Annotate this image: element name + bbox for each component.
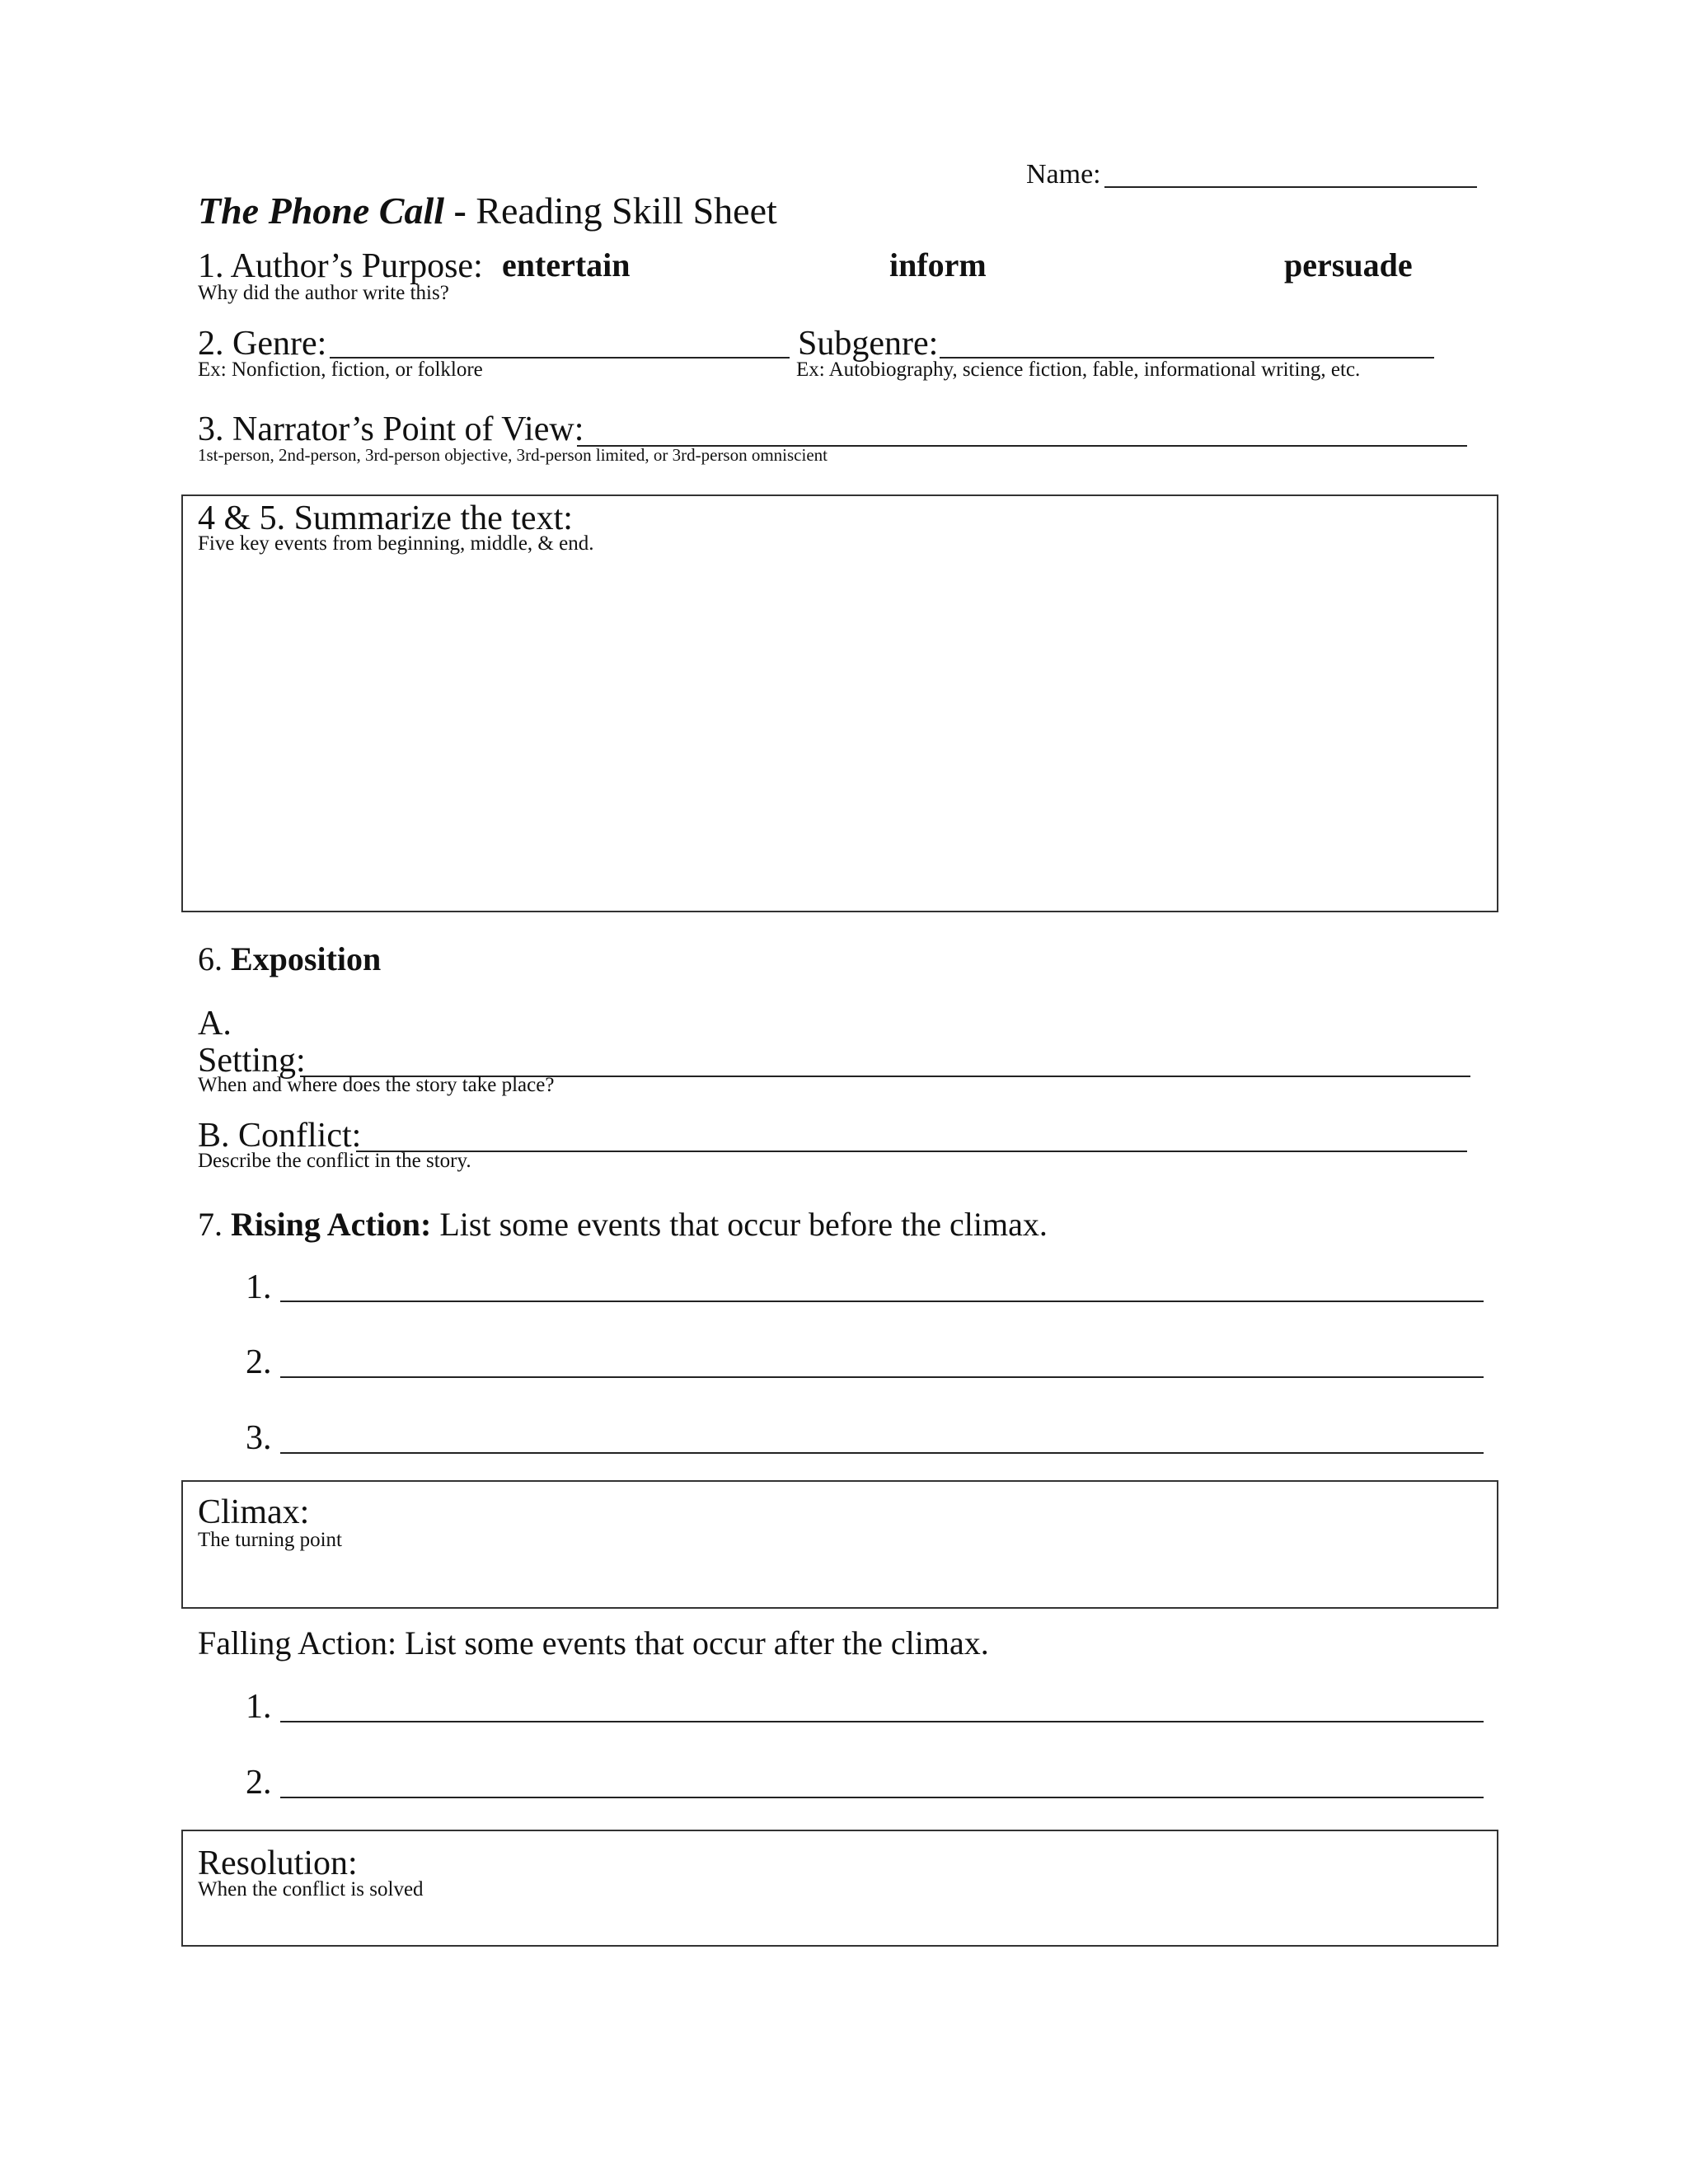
subgenre-hint: Ex: Autobiography, science fiction, fable, informational writing, etc. — [796, 359, 1361, 381]
pov-label: 3. Narrator’s Point of View: — [198, 410, 584, 448]
genre-hint: Ex: Nonfiction, fiction, or folklore — [198, 359, 483, 381]
title-rest: Reading Skill Sheet — [476, 190, 777, 232]
q1-hint: Why did the author write this? — [198, 282, 449, 304]
falling-item-1-line[interactable] — [280, 1721, 1484, 1722]
rising-item-1-number: 1. — [246, 1268, 272, 1306]
rising-item-3-number: 3. — [246, 1419, 272, 1457]
falling-item-2-line[interactable] — [280, 1797, 1484, 1798]
falling-item-2-number: 2. — [246, 1764, 272, 1802]
rising-action-text: List some events that occur before the climax. — [431, 1206, 1048, 1243]
title-story-name: The Phone Call — [198, 190, 445, 232]
rising-action-label: Rising Action: — [231, 1206, 432, 1243]
rising-item-2-line[interactable] — [280, 1376, 1484, 1378]
name-field-row — [1026, 161, 1101, 189]
exposition-number: 6. — [198, 940, 231, 977]
page-title — [198, 192, 777, 230]
rising-action-heading — [198, 1208, 1048, 1241]
exposition-label: Exposition — [231, 940, 382, 977]
falling-item-1-number: 1. — [246, 1688, 272, 1726]
purpose-option-entertain[interactable]: entertain — [502, 246, 631, 284]
rising-item-1-line[interactable] — [280, 1301, 1484, 1302]
setting-letter: A. — [198, 1005, 232, 1043]
summary-hint: Five key events from beginning, middle, & end. — [198, 532, 594, 555]
conflict-hint: Describe the conflict in the story. — [198, 1150, 471, 1172]
subgenre-label: Subgenre: — [798, 325, 939, 363]
purpose-option-inform[interactable]: inform — [889, 246, 987, 284]
pov-hint: 1st-person, 2nd-person, 3rd-person objective, 3rd-person limited, or 3rd-person omniscient — [198, 445, 828, 465]
resolution-hint: When the conflict is solved — [198, 1878, 424, 1900]
setting-label: Setting: — [198, 1042, 306, 1080]
conflict-label: B. Conflict: — [198, 1117, 362, 1155]
genre-label: 2. Genre: — [198, 325, 327, 363]
rising-action-number: 7. — [198, 1206, 231, 1243]
rising-item-2-number: 2. — [246, 1343, 272, 1381]
q1-label: 1. Author’s Purpose: — [198, 247, 483, 285]
setting-hint: When and where does the story take place? — [198, 1074, 555, 1096]
name-input-line[interactable] — [1104, 186, 1477, 188]
resolution-label: Resolution: — [198, 1844, 358, 1882]
climax-hint: The turning point — [198, 1529, 342, 1551]
conflict-input-line[interactable] — [356, 1151, 1467, 1152]
falling-action-heading: Falling Action: List some events that occur after the climax. — [198, 1624, 989, 1661]
summary-label: 4 & 5. Summarize the text: — [198, 499, 573, 537]
climax-label: Climax: — [198, 1493, 310, 1531]
summary-box[interactable] — [181, 494, 1498, 912]
title-dash: - — [444, 190, 476, 232]
climax-box[interactable] — [181, 1480, 1498, 1609]
name-label: Name: — [1026, 159, 1101, 190]
exposition-heading — [198, 940, 382, 977]
purpose-option-persuade[interactable]: persuade — [1284, 246, 1413, 284]
rising-item-3-line[interactable] — [280, 1452, 1484, 1454]
